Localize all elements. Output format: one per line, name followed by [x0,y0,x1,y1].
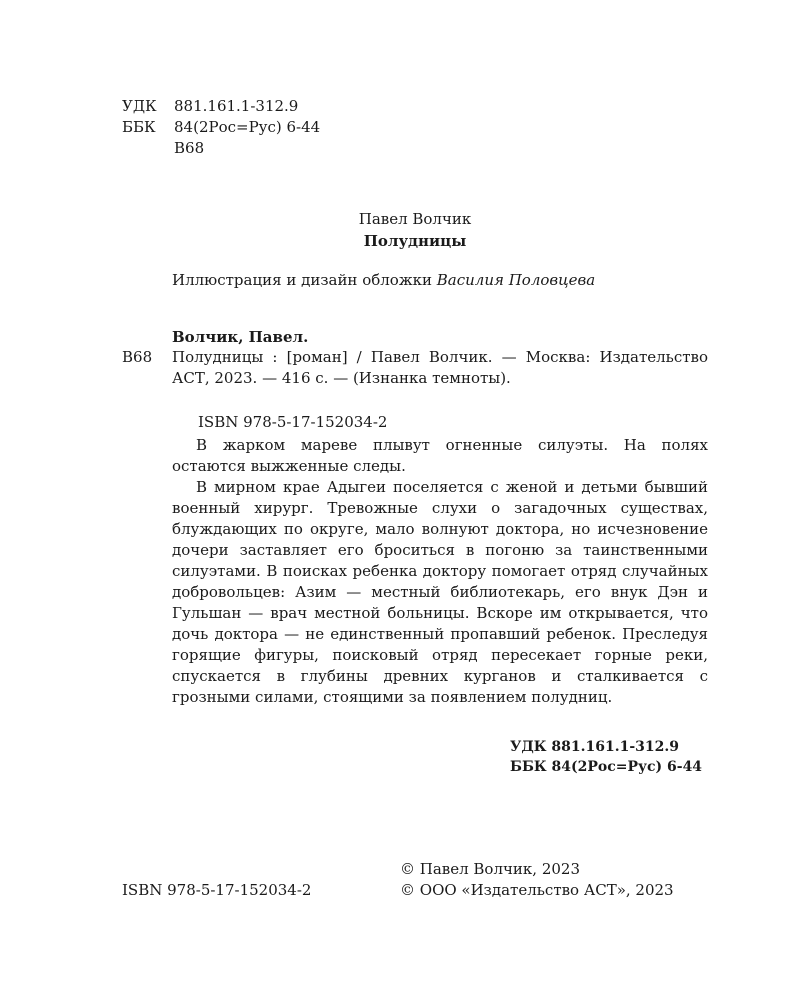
author-name: Павел Волчик [358,210,472,228]
udk-line [122,96,320,117]
bbk-value: 84(2Рос=Рус) 6-44 [174,118,321,136]
copyright-author: © Павел Волчик, 2023 [400,860,580,878]
catalog-mark: В68 [122,348,153,366]
udk-value: 881.161.1-312.9 [174,97,299,115]
classification-top [122,96,320,159]
illustration-credit [172,270,595,291]
bbk-line [122,117,320,138]
annotation [172,435,708,708]
book-title: Полудницы [363,232,467,250]
catalog-isbn: ISBN 978-5-17-152034-2 [198,413,388,431]
illustration-prefix: Иллюстрация и дизайн обложки [172,271,432,289]
illustrator-name: Василия Половцева [436,271,596,289]
footer-isbn: ISBN 978-5-17-152034-2 [122,881,312,899]
catalog-description: Полудницы : [роман] / Павел Волчик. — Москва: Издательство АСТ, 2023. — 416 с. — (Изнанка темноты). [172,348,708,387]
catalog-heading: Волчик, Павел. [172,328,309,346]
udk-bottom: УДК 881.161.1-312.9 [510,739,680,755]
copyright-publisher: © ООО «Издательство АСТ», 2023 [400,881,674,899]
annotation-paragraph: В мирном крае Адыгеи поселяется с женой и детьми бывший военный хирург. Тревожные слухи о загадочных существах, блуждающих по округе, мало волнуют доктора, но исчезновение дочери заставляет его броситься в погоню за таинственными силуэтами. В поисках ребенка доктору помогает отряд случайных добровольцев: Азим — местный библиотекарь, его внук Дэн и Гульшан — врач местной больницы. Вскоре им открывается, что дочь доктора — не единственный пропавший ребенок. Преследуя горящие фигуры, поисковый отряд пересекает горные реки, спускается в глубины древних курганов и сталкивается с грозными силами, стоящими за появлением полудниц. [172,478,708,706]
annotation-paragraph: В жарком мареве плывут огненные силуэты. На полях остаются выжженные следы. [172,436,708,475]
copyright-block [400,859,674,901]
author-mark-line [122,138,320,159]
classification-bottom [510,737,702,777]
author-mark: В68 [174,139,205,157]
udk-label: УДК [122,97,157,115]
bbk-label: ББК [122,118,156,136]
bbk-bottom: ББК 84(2Рос=Рус) 6-44 [510,759,703,775]
